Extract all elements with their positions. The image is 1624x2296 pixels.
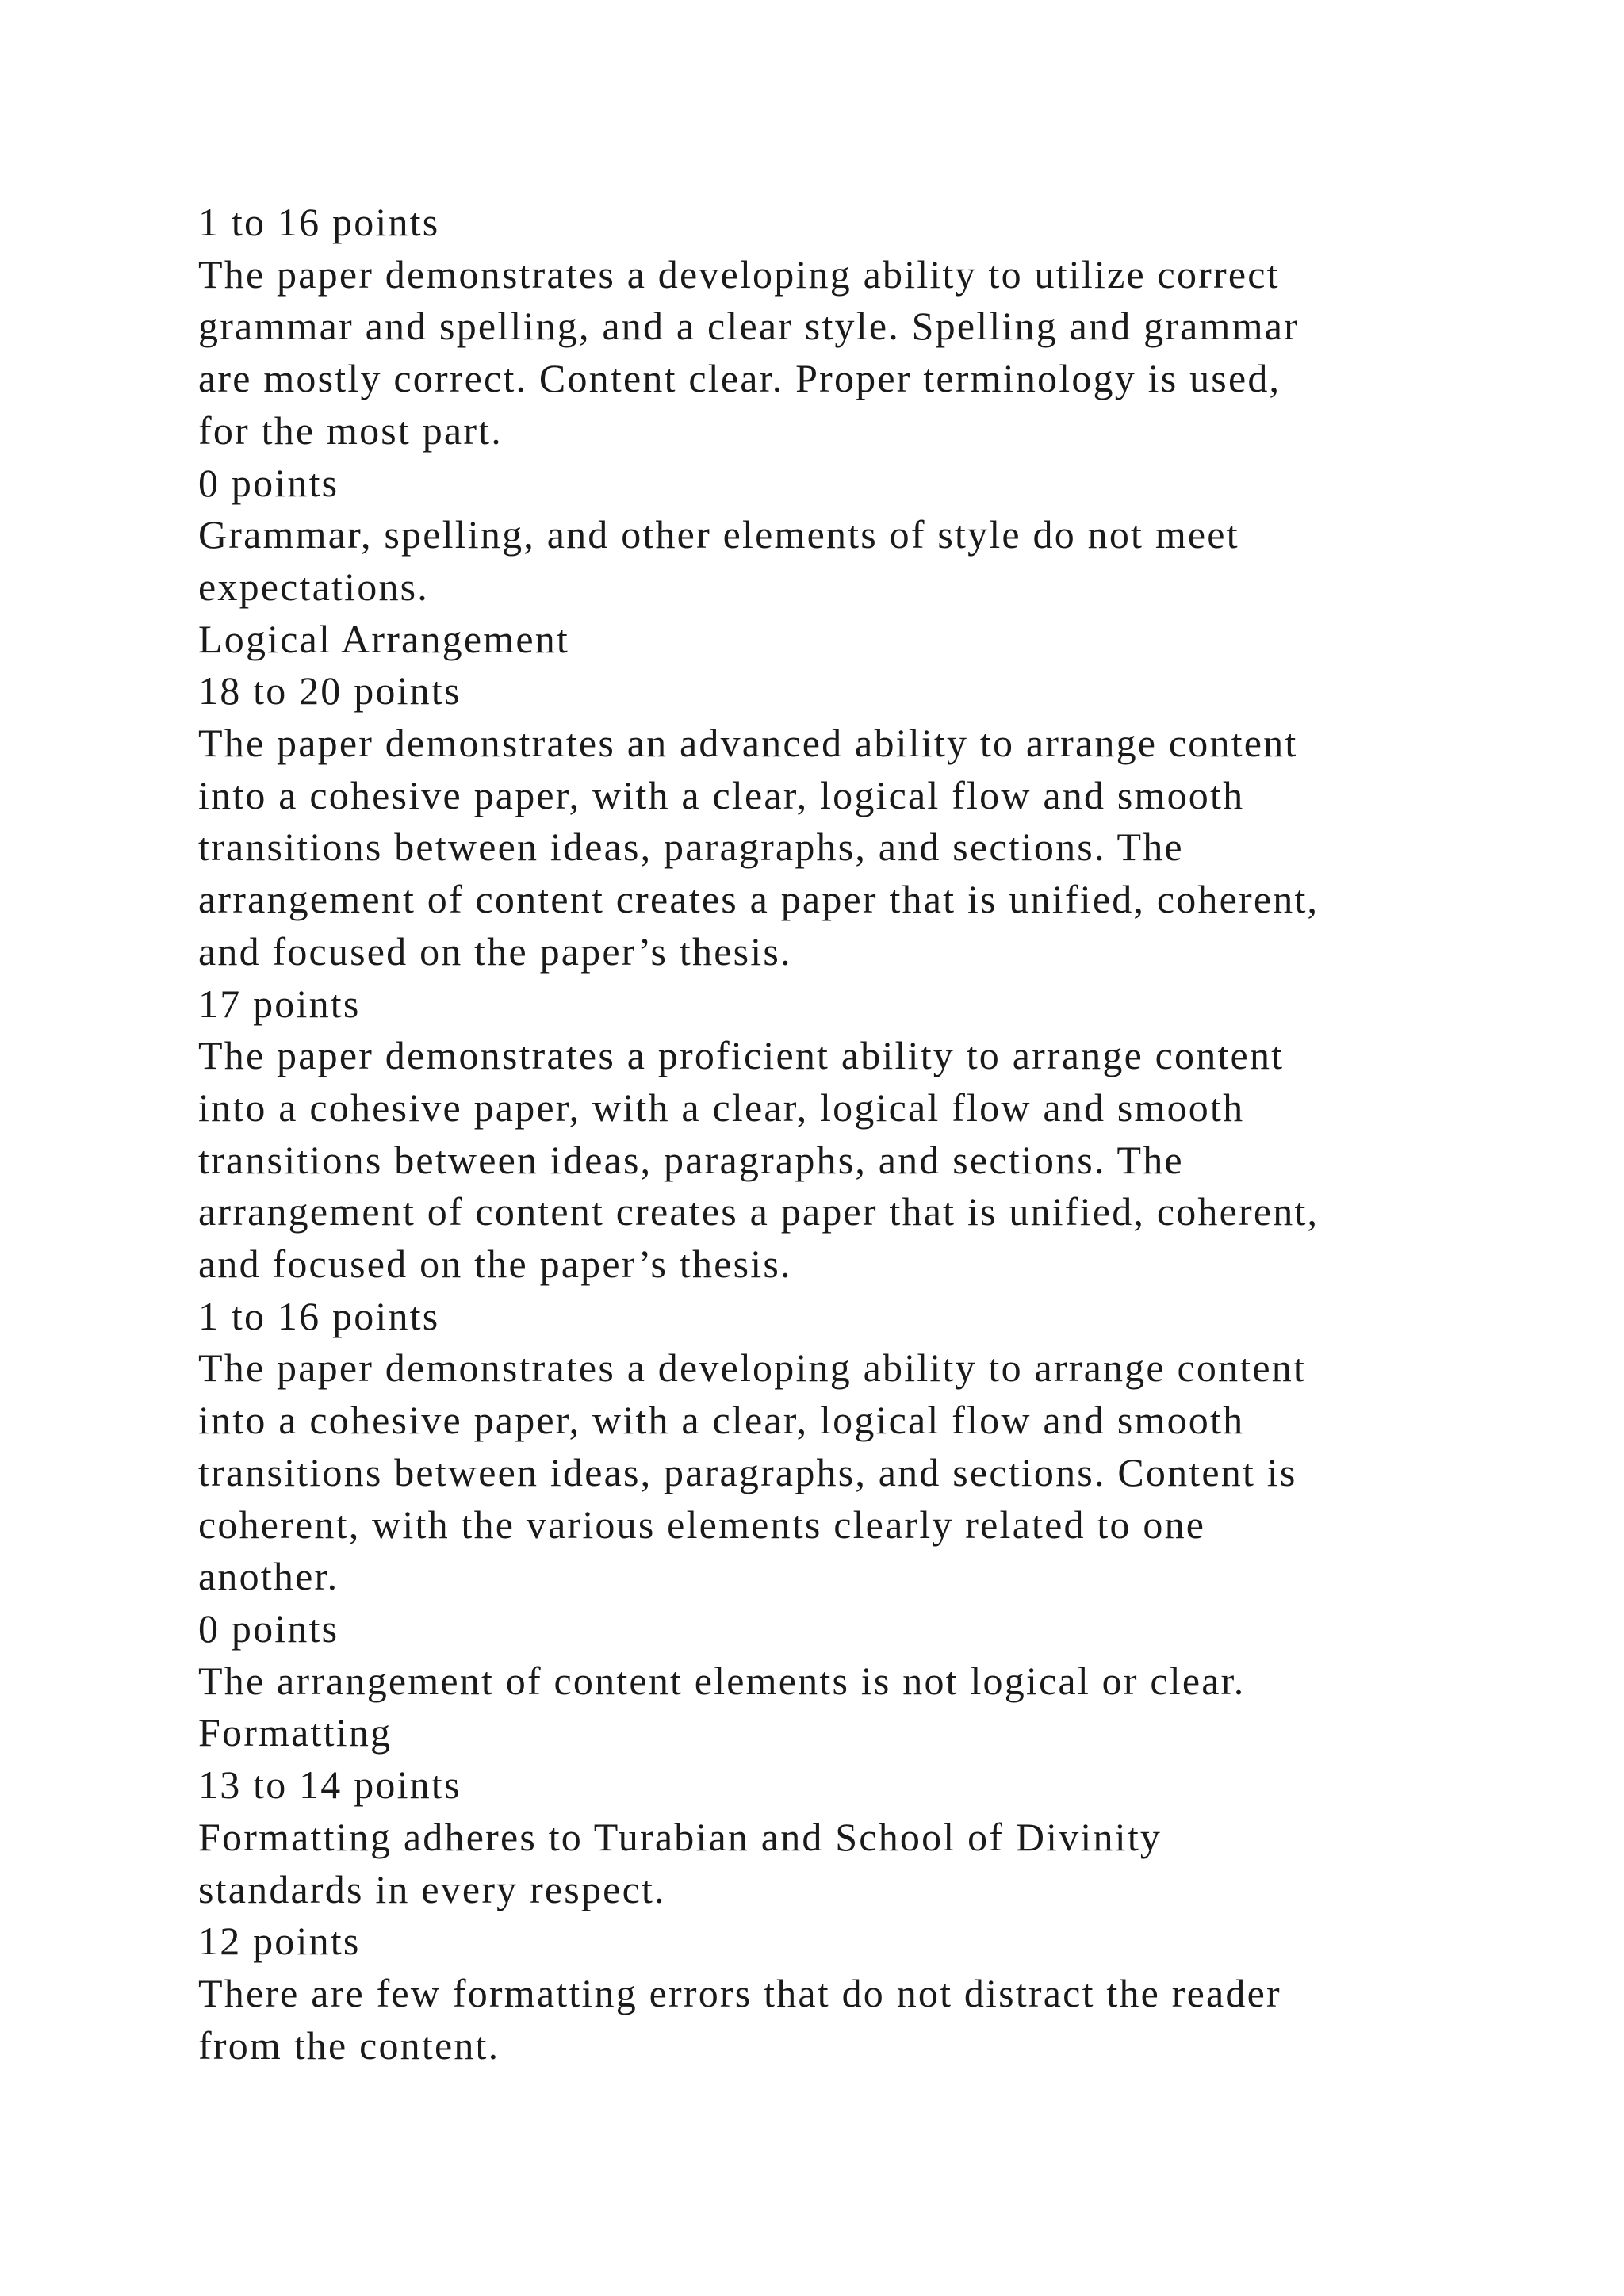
points-range-heading: 18 to 20 points (198, 668, 462, 714)
criterion-description-line: into a cohesive paper, with a clear, logical flow and smooth (198, 1398, 1245, 1443)
criterion-description-line: and focused on the paper’s thesis. (198, 928, 792, 974)
criterion-description-line: arrangement of content creates a paper that is unified, coherent, (198, 877, 1320, 922)
points-range-heading: 1 to 16 points (198, 200, 440, 244)
criterion-description-line: from the content. (198, 2022, 500, 2068)
criterion-description-line: There are few formatting errors that do not distract the reader (198, 1970, 1281, 2015)
criterion-title: Formatting (198, 1710, 393, 1755)
criterion-description-line: transitions between ideas, paragraphs, and sections. Content is (198, 1449, 1297, 1494)
criterion-description-line: for the most part. (198, 408, 503, 453)
criterion-description-line: The paper demonstrates a proficient ability to arrange content (198, 1033, 1285, 1078)
points-range-heading: 0 points (198, 460, 339, 505)
criterion-description-line: The paper demonstrates a developing ability to arrange content (198, 1345, 1307, 1391)
criterion-description-line: The paper demonstrates an advanced ability to arrange content (198, 721, 1298, 766)
document-body (198, 197, 1435, 2072)
criterion-description-line: are mostly correct. Content clear. Proper terminology is used, (198, 356, 1281, 401)
criterion-description-line: expectations. (198, 564, 430, 609)
criterion-description-line: into a cohesive paper, with a clear, logical flow and smooth (198, 772, 1245, 817)
criterion-description-line: another. (198, 1554, 339, 1599)
criterion-description-line: arrangement of content creates a paper that is unified, coherent, (198, 1189, 1320, 1234)
criterion-description-line: grammar and spelling, and a clear style. Spelling and grammar (198, 304, 1299, 349)
points-range-heading: 13 to 14 points (198, 1762, 462, 1808)
criterion-description-line: The arrangement of content elements is not logical or clear. (198, 1658, 1246, 1703)
criterion-description-line: and focused on the paper’s thesis. (198, 1242, 792, 1287)
criterion-description-line: coherent, with the various elements clearly related to one (198, 1502, 1206, 1547)
points-range-heading: 17 points (198, 981, 361, 1026)
criterion-description-line: transitions between ideas, paragraphs, and sections. The (198, 825, 1184, 870)
criterion-description-line: transitions between ideas, paragraphs, and sections. The (198, 1137, 1184, 1182)
criterion-title: Logical Arrangement (198, 616, 570, 661)
criterion-description-line: standards in every respect. (198, 1866, 666, 1911)
criterion-description-line: into a cohesive paper, with a clear, logical flow and smooth (198, 1085, 1245, 1130)
criterion-description-line: Formatting adheres to Turabian and School of Divinity (198, 1814, 1162, 1859)
criterion-description-line: Grammar, spelling, and other elements of style do not meet (198, 512, 1239, 557)
criterion-description-line: The paper demonstrates a developing ability to utilize correct (198, 251, 1280, 297)
points-range-heading: 0 points (198, 1605, 339, 1651)
points-range-heading: 12 points (198, 1919, 361, 1964)
points-range-heading: 1 to 16 points (198, 1293, 440, 1338)
